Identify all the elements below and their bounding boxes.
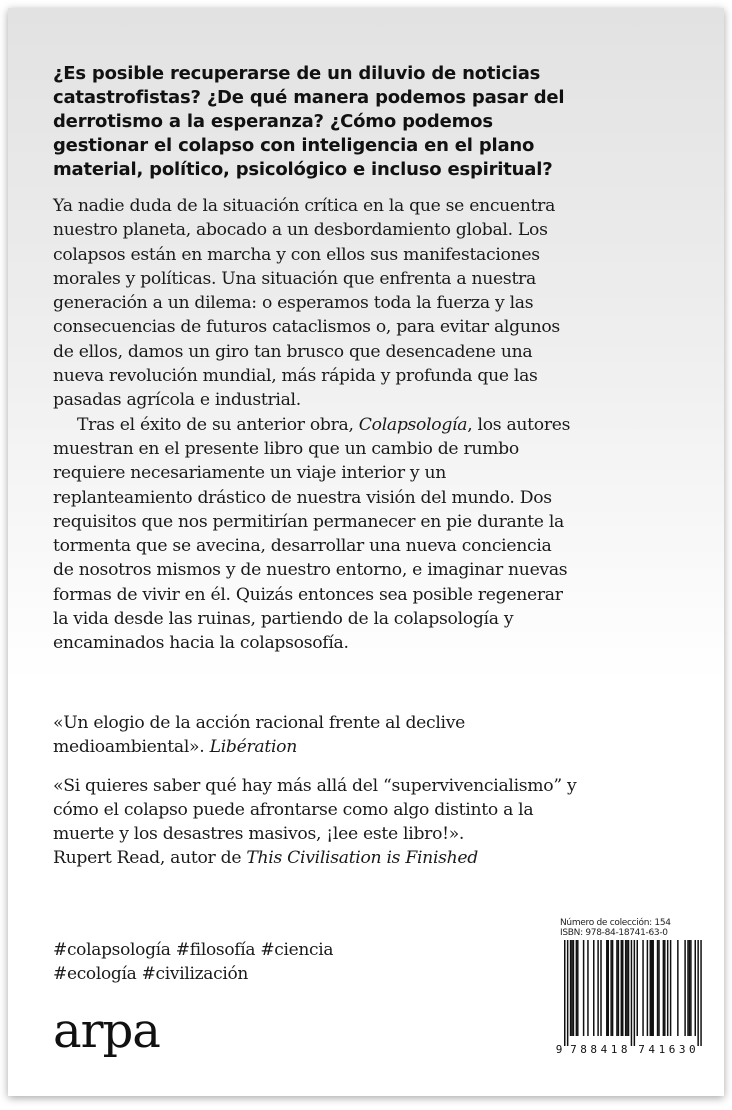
barcode-digit: 8 xyxy=(580,1043,587,1056)
barcode-digit: 0 xyxy=(689,1043,696,1056)
barcode-bar xyxy=(634,940,636,1046)
barcode-bar xyxy=(571,940,573,1036)
barcode-bar xyxy=(647,940,649,1036)
barcode-bar xyxy=(593,940,595,1036)
barcode-digit: 4 xyxy=(600,1043,608,1056)
barcode-bar xyxy=(670,940,672,1036)
barcode-bar xyxy=(576,940,578,1036)
barcode-bar xyxy=(651,940,653,1036)
barcode-digit: 8 xyxy=(620,1043,628,1056)
barcode-digit: 1 xyxy=(658,1043,666,1056)
barcode-bar xyxy=(642,940,644,1036)
barcode-digit: 3 xyxy=(678,1043,686,1056)
hashtags xyxy=(53,938,393,986)
synopsis-paragraph-2 xyxy=(53,413,573,656)
barcode-bar xyxy=(637,940,639,1036)
review-quote-2-author: Rupert Read, autor de xyxy=(53,848,247,869)
barcode-bar xyxy=(577,940,579,1036)
publisher-logo: arpa xyxy=(53,1003,160,1059)
barcode-bar xyxy=(652,940,654,1036)
barcode-digit: 7 xyxy=(570,1043,577,1056)
barcode-bar xyxy=(684,940,686,1036)
barcode-bar xyxy=(583,940,585,1036)
barcode-bar xyxy=(622,940,624,1036)
barcode-bar xyxy=(600,940,602,1036)
review-quote-2 xyxy=(53,774,593,871)
review-quote-2-text: «Si quieres saber qué hay más allá del “supervivencialismo” y cómo el colapso puede afrontarse como algo distinto a la muerte y los desastres masivos, ¡lee este libro!». xyxy=(53,775,577,845)
barcode-panel xyxy=(556,916,708,1061)
barcode-bar xyxy=(610,940,612,1036)
synopsis xyxy=(53,194,573,656)
barcode-bar xyxy=(658,940,660,1036)
synopsis-paragraph-2-end: , los autores muestran en el presente libro que un cambio de rumbo requiere necesariamente un viaje interior y un replanteamiento drástico de nuestra visión del mundo. Dos requisitos que nos permitirían permanecer en pie durante la tormenta que se avecina, desarrollar una nueva conciencia de nosotros mismos y de nuestro entorno, e imaginar nuevas formas de vivir en él. Quizás entonces sea posible regenerar la vida desde las ruinas, partiendo de la colapsología y encaminados hacia la colapsosofía. xyxy=(53,414,571,654)
barcode-digit: 7 xyxy=(638,1043,645,1056)
review-quote-2-book: This Civilisation is Finished xyxy=(246,848,479,869)
barcode-bar xyxy=(695,940,697,1036)
barcode-bar xyxy=(616,940,618,1036)
review-quote-1-source: Libération xyxy=(209,737,297,758)
barcode-digit: 6 xyxy=(668,1043,676,1056)
isbn-text: ISBN: 978-84-18741-63-0 xyxy=(560,928,668,938)
review-quote-1 xyxy=(53,711,593,760)
review-quote-1-text: «Un elogio de la acción racional frente al declive medioambiental». xyxy=(53,713,466,758)
barcode-meta xyxy=(560,918,671,938)
barcode-bar xyxy=(650,940,652,1036)
barcode-bar xyxy=(621,940,623,1036)
barcode-bar xyxy=(573,940,575,1036)
back-cover xyxy=(8,8,724,1096)
barcode-bar xyxy=(689,940,691,1036)
barcode-bar xyxy=(597,940,599,1036)
barcode-digit: 1 xyxy=(610,1043,618,1056)
barcode-bar xyxy=(667,940,669,1036)
headline: ¿Es posible recuperarse de un diluvio de noticias catastrofistas? ¿De qué manera podemos pasar del derrotismo a la esperanza? ¿Cómo podemos gestionar el colapso con inteligencia en el plano material, político, psicológico e incluso espiritual? xyxy=(53,63,565,180)
barcode-bar xyxy=(690,940,692,1036)
barcode-bar xyxy=(608,940,610,1036)
barcode-bar xyxy=(626,940,628,1036)
barcode-bar xyxy=(564,940,566,1046)
barcode-digit: 9 xyxy=(556,1043,563,1056)
barcode-bar xyxy=(677,940,679,1036)
barcode-bar xyxy=(664,940,666,1036)
barcode-bar xyxy=(570,940,572,1036)
barcode-bar xyxy=(687,940,689,1036)
hashtags-line-1: #colapsología #filosofía #ciencia xyxy=(53,940,334,960)
review-quotes xyxy=(53,711,593,885)
hashtags-line-2: #ecología #civilización xyxy=(53,964,249,984)
barcode-bar xyxy=(625,940,627,1036)
barcode-digit: 4 xyxy=(648,1043,656,1056)
barcode-bar xyxy=(657,940,659,1036)
barcode-bar xyxy=(631,940,633,1046)
barcode-bar xyxy=(697,940,699,1046)
barcode-bar xyxy=(606,940,608,1036)
previous-book-title: Colapsología xyxy=(358,414,468,435)
barcode-bar xyxy=(587,940,589,1036)
barcode-bar xyxy=(567,940,569,1046)
synopsis-paragraph-2-start: Tras el éxito de su anterior obra, xyxy=(77,414,359,435)
synopsis-paragraph-1: Ya nadie duda de la situación crítica en la que se encuentra nuestro planeta, abocado a un desbordamiento global. Los colapsos están en marcha y con ellos sus manifestaciones morales y políticas. Una situación que enfrenta a nuestra generación a un dilema: o esperamos toda la fuerza y las consecuencias de futuros cataclismos o, para evitar algunos de ellos, damos un giro tan brusco que desencadene una nueva revolución mundial, más rápida y profunda que las pasadas agrícola e industrial. xyxy=(53,196,560,411)
barcode-bar xyxy=(663,940,665,1036)
barcode-bar xyxy=(700,940,702,1046)
barcode-bar xyxy=(612,940,614,1036)
barcode-bar xyxy=(618,940,620,1036)
barcode xyxy=(556,940,708,1058)
barcode-digit: 8 xyxy=(590,1043,598,1056)
barcode-bar xyxy=(628,940,630,1036)
collection-number: Número de colección: 154 xyxy=(560,918,671,928)
